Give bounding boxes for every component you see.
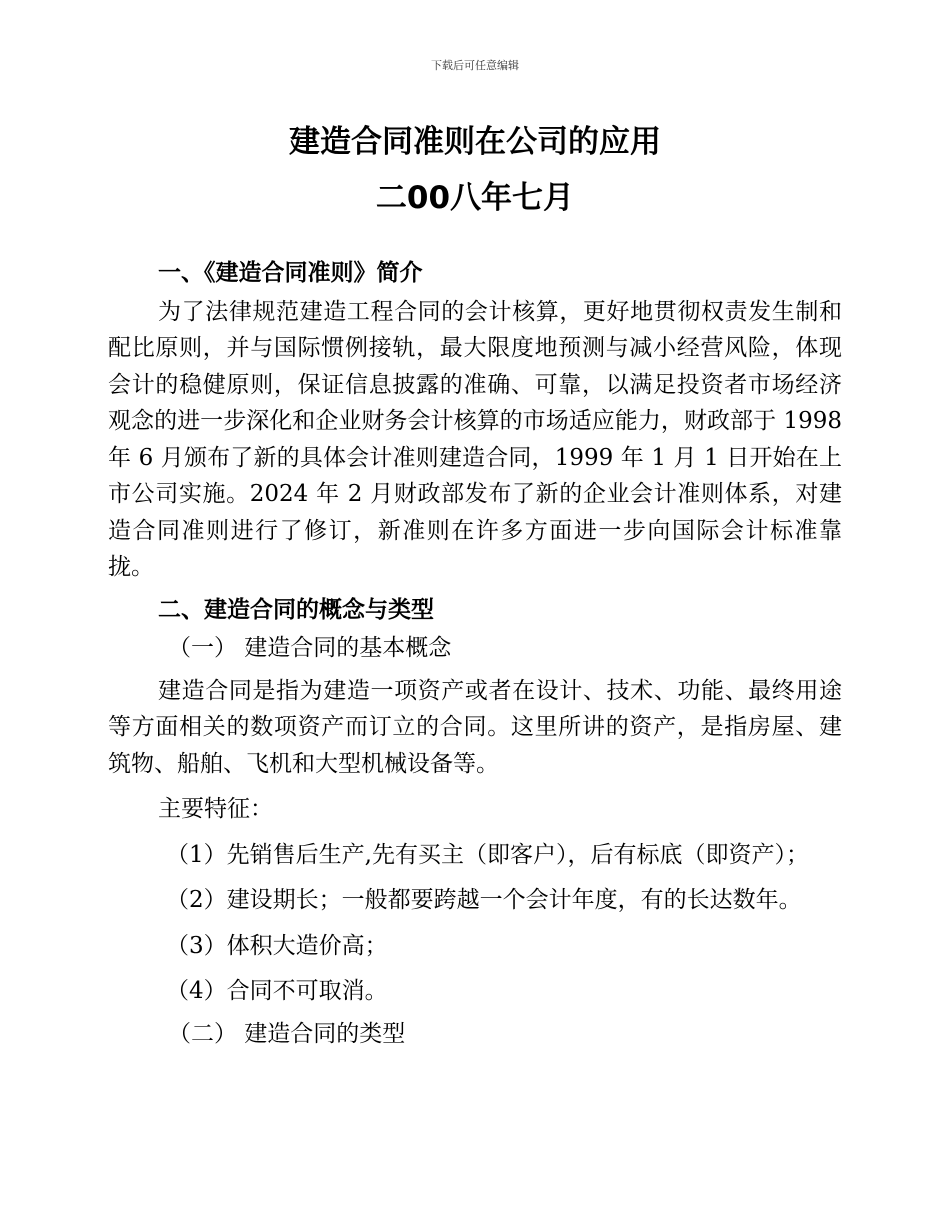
document-date: 二00八年七月: [375, 180, 575, 216]
feature-item-2: （2）建设期长；一般都要跨越一个会计年度，有的长达数年。: [166, 887, 802, 913]
section-heading-2: 二、建造合同的概念与类型: [158, 596, 434, 623]
page-header-note: 下载后可任意编辑: [431, 59, 519, 72]
subsection-1-paragraph: 建造合同是指为建造一项资产或者在设计、技术、功能、最终用途等方面相关的数项资产而订立的合同。这里所讲的资产，是指房屋、建筑物、船舶、飞机和大型机械设备等。: [108, 677, 842, 777]
section-heading-1: 一、《建造合同准则》简介: [158, 260, 423, 286]
features-label: 主要特征：: [158, 796, 273, 822]
feature-item-1: （1）先销售后生产,先有买主（即客户），后有标底（即资产）；: [166, 841, 809, 868]
subsection-heading-2: （二） 建造合同的类型: [168, 1020, 406, 1047]
subsection-heading-1: （一） 建造合同的基本概念: [168, 635, 452, 661]
document-body: [108, 255, 842, 1052]
feature-item-3: （3）体积大造价高；: [166, 932, 388, 959]
feature-item-4: （4）合同不可取消。: [166, 978, 388, 1004]
section-1-paragraph: 为了法律规范建造工程合同的会计核算，更好地贯彻权责发生制和配比原则，并与国际惯例接轨，最大限度地预测与减小经营风险，体现会计的稳健原则，保证信息披露的准确、可靠，以满足投资者市场经济观念的进一步深化和企业财务会计核算的市场适应能力，财政部于 1998 年 6 月颁布了新的具体会计准则建造合同，1999 年 1 月 1 日开始在上市公司实施。2024 年 2 月财政部发布了新的企业会计准则体系，对建造合同准则进行了修订，新准则在许多方面进一步向国际会计标准靠拢。: [108, 298, 842, 580]
document-title: 建造合同准则在公司的应用: [289, 124, 661, 160]
